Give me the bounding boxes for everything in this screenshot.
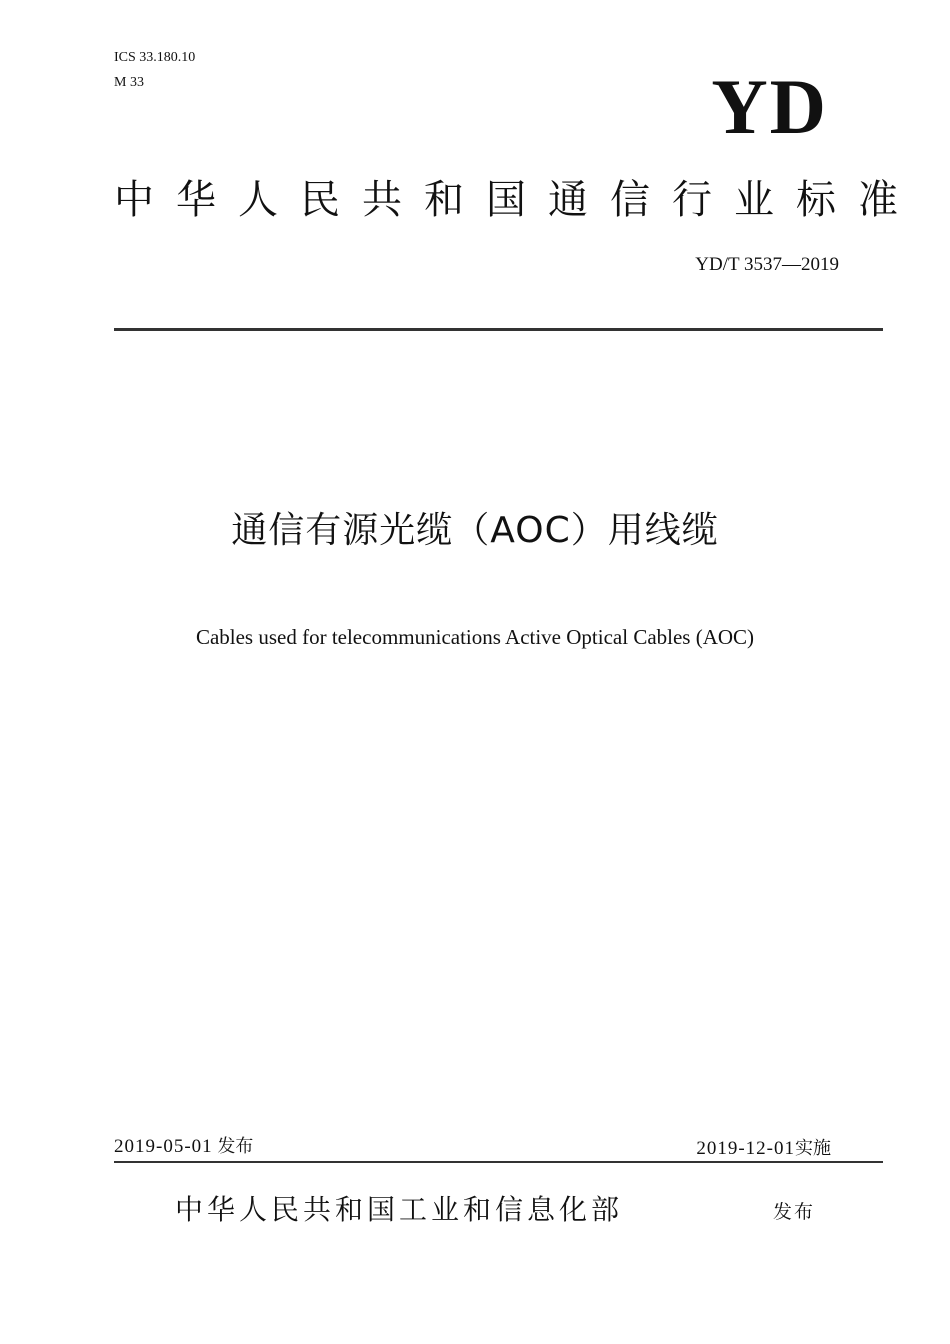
classification-code: M 33 [114, 75, 144, 90]
issue-date: 2019-05-01 [114, 1136, 213, 1157]
top-divider [114, 328, 883, 331]
ics-code: ICS 33.180.10 [114, 50, 196, 65]
standard-code: YD/T 3537—2019 [695, 254, 839, 275]
publisher-suffix: 发布 [773, 1201, 816, 1223]
implementation-date-block [696, 1137, 831, 1161]
standard-type-title: 中华人民共和国通信行业标准 [114, 177, 920, 223]
issue-label: 发布 [217, 1136, 254, 1157]
issue-date-block [114, 1135, 253, 1159]
document-title-chinese: 通信有源光缆（AOC）用线缆 [231, 510, 719, 551]
implementation-date: 2019-12-01 [696, 1138, 795, 1159]
document-title-english: Cables used for telecommunications Active Optical Cables (AOC) [195, 625, 755, 649]
implementation-label: 实施 [795, 1138, 831, 1159]
bottom-divider [114, 1161, 883, 1163]
yd-logo: YD [711, 63, 828, 150]
publisher-name: 中华人民共和国工业和信息化部 [175, 1193, 624, 1226]
